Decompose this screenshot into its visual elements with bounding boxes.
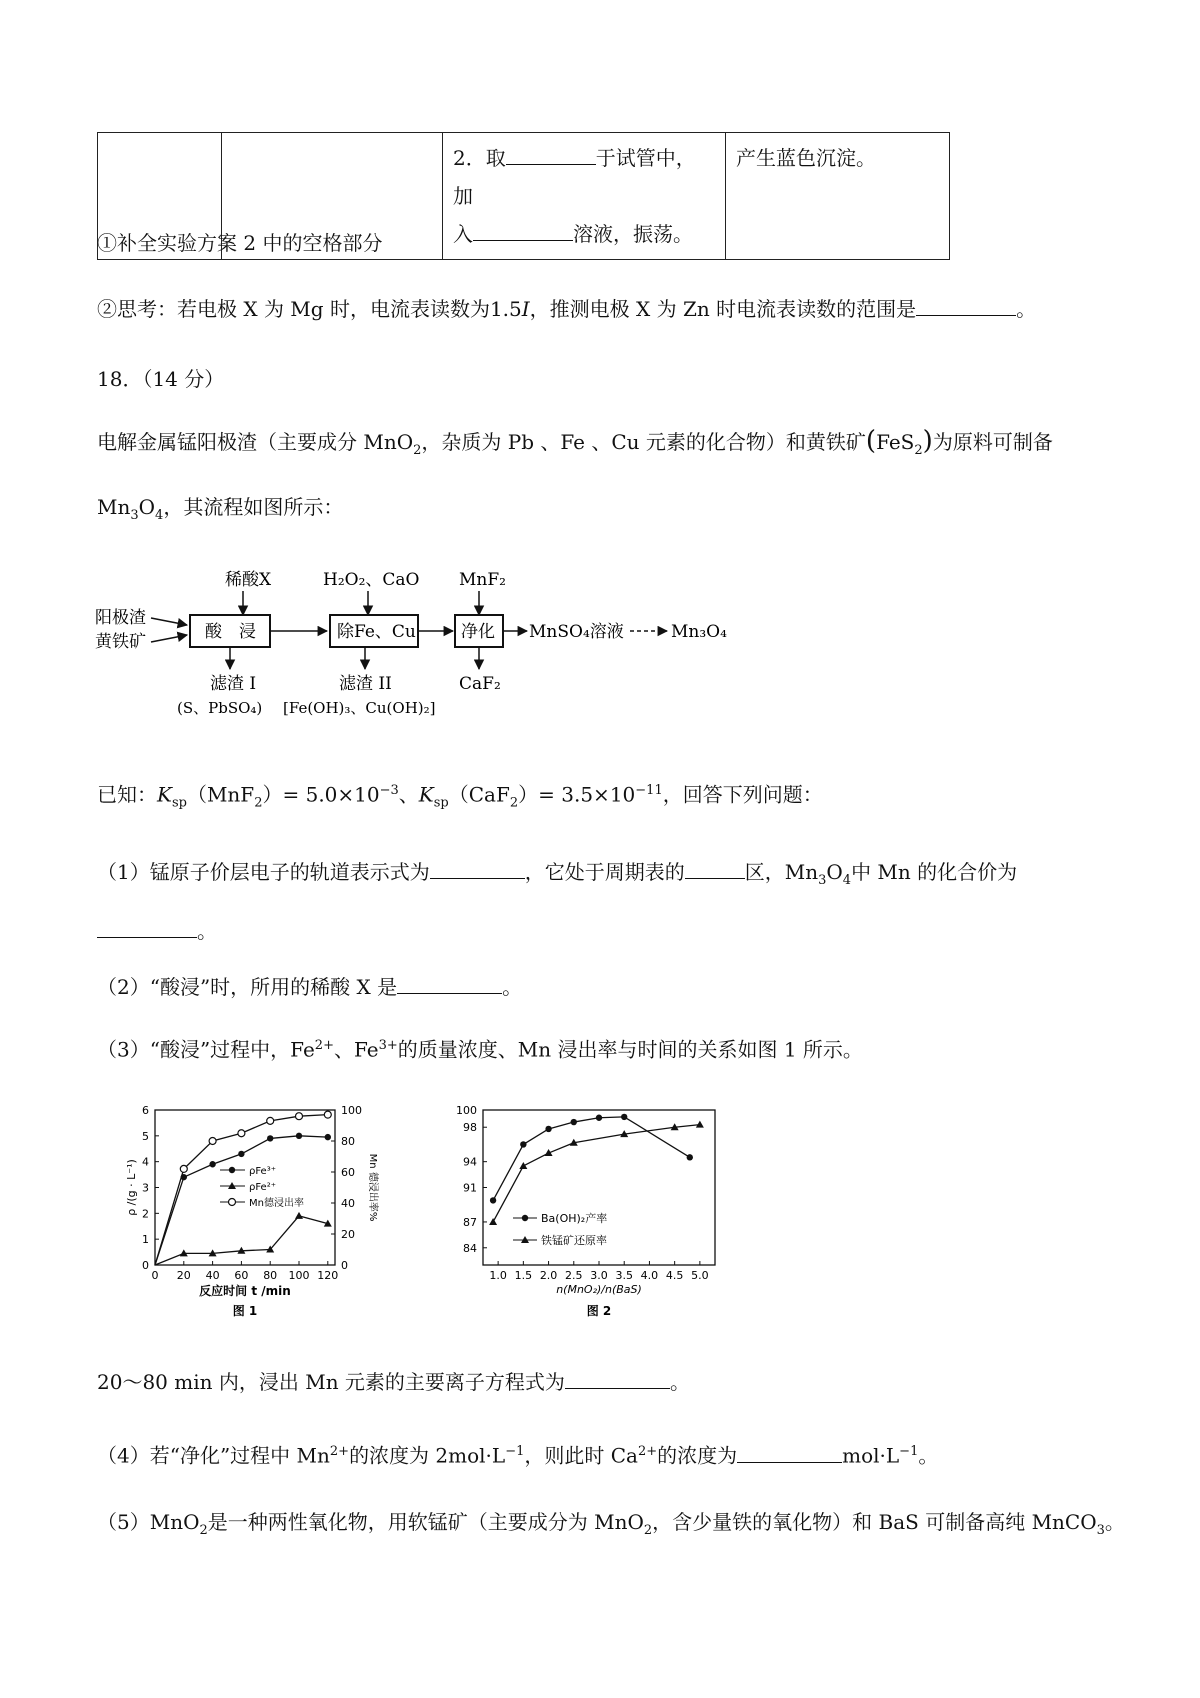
y-left-tick-label: 2 [142,1207,149,1221]
y-right-tick-label: 20 [341,1228,355,1241]
y-tick-label: 84 [463,1241,477,1255]
x-tick-label: 20 [176,1269,191,1282]
q18-sub1: （1）锰原子价层电子的轨道表示式为 ，它处于周期表的 区，$Mn_3O_4$中 Mn 的化合价为 [97,860,1018,888]
flow-dilute-acid: 稀酸X [225,570,272,590]
y-right-axis-label: Mn 德浸出率% [367,1153,378,1222]
flow-mnso4: MnSO₄溶液 [529,622,624,642]
y-right-tick-label: 60 [341,1166,355,1179]
x-tick-label: 40 [205,1269,220,1282]
y-right-tick-label: 40 [341,1197,355,1210]
data-point [490,1197,496,1203]
y-left-axis-label: ρ /(g · L⁻¹) [125,1159,138,1216]
figure-caption: 图 1 [232,1304,258,1318]
y-right-tick-label: 0 [341,1259,348,1272]
y-left-tick-label: 1 [142,1233,149,1247]
flow-purify: 净化 [461,622,495,642]
data-point [545,1126,551,1132]
y-tick-label: 94 [463,1155,477,1169]
q18-known: 已知：$K_{sp}(MnF_2)= 5.0\times 10^{-3}$、$K_{sp}(CaF_2)= 3.5\times 10^{-11}$，回答下列问题： [97,782,823,811]
legend-marker [229,1167,235,1173]
flow-arrow [151,635,187,642]
q17-sub2: ②思考：若电极 X 为 Mg 时，电流表读数为1.5I，推测电极 X 为 Zn 时电流表读数的范围是 。 [97,297,1037,321]
y-left-tick-label: 6 [142,1104,149,1117]
x-tick-label: 4.5 [665,1269,684,1282]
legend-label: Ba(OH)₂产率 [541,1212,608,1225]
x-tick-label: 2.5 [565,1269,583,1282]
q18-sub1-cont: 。 [97,917,217,945]
legend-marker [229,1199,236,1206]
y-left-tick-label: 5 [142,1129,149,1143]
figure-1-chart [125,1090,410,1340]
q18-sub2: （2）“酸浸”时，所用的稀酸 X 是 。 [97,975,523,999]
y-left-tick-label: 0 [142,1259,149,1272]
flow-acid-leach: 酸 浸 [205,622,256,642]
flow-remove: 除Fe、Cu [337,622,416,642]
legend-label: Mn德浸出率 [249,1198,304,1209]
y-right-tick-label: 100 [341,1104,362,1117]
answer-blank[interactable] [565,1368,670,1389]
x-tick-label: 5.0 [691,1269,709,1282]
data-point [267,1117,274,1124]
data-point [571,1119,577,1125]
y-left-tick-label: 4 [142,1155,149,1169]
x-tick-label: 120 [317,1269,339,1282]
x-tick-label: 0 [151,1269,159,1282]
data-point [238,1130,245,1137]
flow-residue1-comp: (S、PbSO₄) [177,699,263,717]
answer-blank[interactable] [506,144,596,165]
legend-label: 铁锰矿还原率 [541,1234,607,1247]
legend-label: ρFe²⁺ [249,1182,276,1193]
answer-blank[interactable] [685,858,745,879]
data-point [520,1141,526,1147]
data-point [519,1162,527,1169]
q18-header: 18．（14 分） [97,367,225,391]
y-tick-label: 87 [463,1215,477,1229]
legend-label: ρFe³⁺ [249,1166,276,1177]
data-point [325,1134,331,1140]
flow-mnf2: MnF₂ [459,570,506,590]
flow-residue1: 滤渣 I [210,674,257,694]
y-left-tick-label: 3 [142,1181,149,1195]
x-tick-label: 4.0 [640,1269,659,1282]
data-point [209,1161,215,1167]
flow-caf2: CaF₂ [459,674,501,694]
x-tick-label: 100 [288,1269,310,1282]
flow-arrow [151,618,187,625]
answer-blank[interactable] [473,220,573,241]
q18-sub5: （5）MnO$_2$是一种两性氧化物，用软锰矿（主要成分为 MnO$_2$，含少量铁的氧化物）和 BaS 可制备高纯 MnCO$_3$。 [97,1510,1125,1538]
data-point [324,1111,331,1118]
answer-blank[interactable] [916,295,1016,316]
answer-blank[interactable] [737,1442,842,1463]
flow-pyrite: 黄铁矿 [95,632,146,652]
data-point [296,1133,302,1139]
answer-blank[interactable] [430,858,525,879]
q18-sub4: （4）若“净化”过程中 $Mn^{2+}$的浓度为 $2mol\cdot L^{-1}$，则此时 $Ca^{2+}$的浓度为 $mol\cdot L^{-1}$。 [97,1443,939,1468]
flow-anode-slag: 阳极渣 [95,608,146,628]
flow-product: Mn₃O₄ [671,622,727,642]
flow-residue2: 滤渣 II [339,674,392,694]
figure-2-chart [445,1090,765,1340]
process-flowchart [95,565,795,735]
x-tick-label: 2.0 [539,1269,558,1282]
y-tick-label: 91 [463,1181,477,1195]
data-point [696,1121,704,1128]
data-point [238,1151,244,1157]
table-cell-result: 产生蓝色沉淀。 [726,133,950,260]
data-point [596,1115,602,1121]
x-tick-label: 1.5 [514,1269,533,1282]
data-point [489,1218,497,1225]
flow-reagents2: H₂O₂、CaO [323,570,420,590]
q18-intro-line2: $Mn_3O_4$，其流程如图所示： [97,495,344,523]
answer-blank[interactable] [97,917,197,938]
series-line [155,1216,328,1265]
q17-sub1: ①补全实验方案 2 中的空格部分 [97,231,383,255]
data-point [621,1114,627,1120]
flow-residue2-comp: [Fe(OH)₃、Cu(OH)₂] [283,699,436,717]
x-axis-label: n(MnO₂)/n(BaS) [556,1283,642,1296]
q18-sub3: （3）“酸浸”过程中，$Fe^{2+}$、$Fe^{3+}$的质量浓度、Mn 浸出率与时间的关系如图 1 所示。 [97,1037,863,1062]
x-axis-label: 反应时间 t /min [199,1284,291,1298]
data-point [296,1113,303,1120]
series-line [493,1125,700,1222]
data-point [209,1138,216,1145]
x-tick-label: 60 [234,1269,249,1282]
data-point [687,1154,693,1160]
x-tick-label: 1.0 [489,1269,507,1282]
q18-intro-line1: 电解金属锰阳极渣（主要成分 MnO$_2$，杂质为 Pb 、Fe 、Cu 元素的化合物）和黄铁矿(FeS$_2$)为原料可制备 [97,426,1053,458]
y-tick-label: 98 [463,1121,477,1135]
data-point [267,1135,273,1141]
legend-marker [522,1215,528,1221]
x-tick-label: 80 [263,1269,278,1282]
table-cell-step: 2．取 于试管中，加 入 溶液，振荡。 [443,133,726,260]
figure-caption: 图 2 [586,1304,612,1318]
y-tick-label: 100 [456,1104,477,1117]
x-tick-label: 3.0 [590,1269,608,1282]
data-point [295,1212,303,1219]
q18-sub3-line2: 20～80 min 内，浸出 Mn 元素的主要离子方程式为 。 [97,1370,690,1394]
data-point [180,1165,187,1172]
y-right-tick-label: 80 [341,1135,355,1148]
x-tick-label: 3.5 [615,1269,633,1282]
answer-blank[interactable] [397,973,502,994]
